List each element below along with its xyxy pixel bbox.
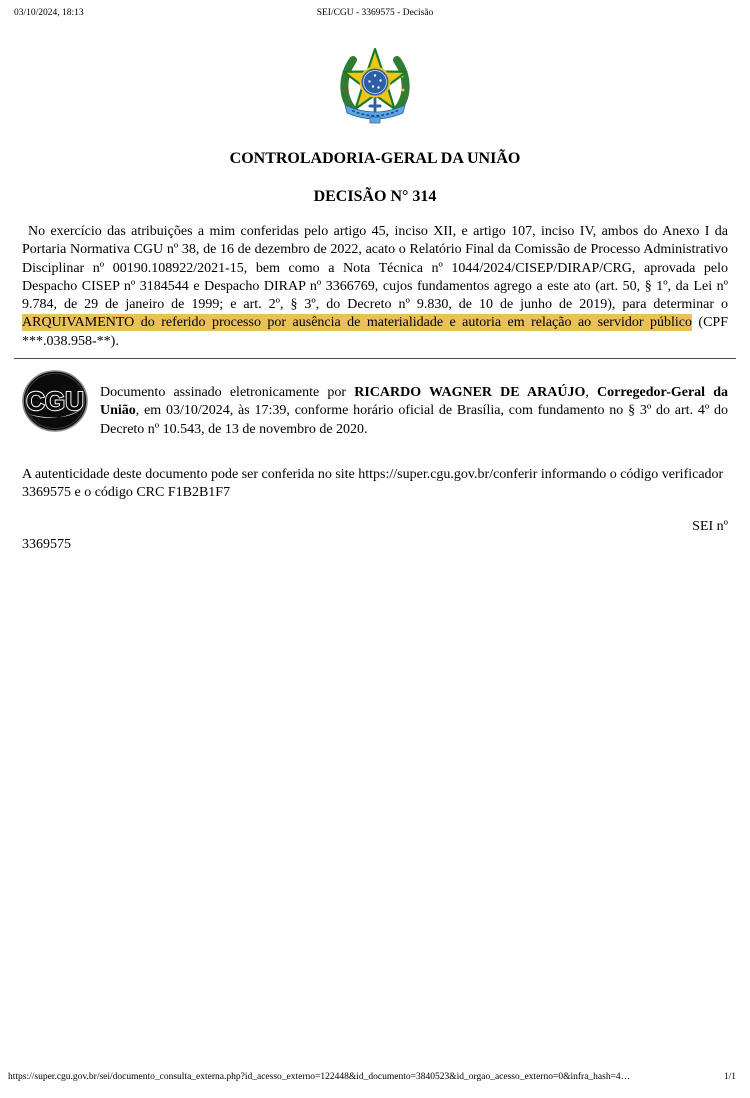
signature-block [22,370,728,453]
footer-page-indicator: 1/1 [723,1072,736,1082]
signature-text [100,384,728,439]
decision-title: DECISÃO N° 314 [313,188,437,205]
print-header [14,8,736,22]
cgu-logo-icon [22,370,88,432]
decision-paragraph [22,223,728,351]
paragraph-text-post: (CPF ***.038.958-**). [22,315,729,349]
signature-intro: Documento assinado eletronicamente por [100,385,355,401]
org-title: CONTROLADORIA-GERAL DA UNIÃO [229,150,521,167]
signature-signer: RICARDO WAGNER DE ARAÚJO [354,385,586,401]
authenticity-text: A autenticidade deste documento pode ser conferida no site https://super.cgu.gov.br/conferir informando o código verificador 3369575 e o código CRC F1B2B1F7 [22,466,724,501]
paragraph-text-pre: No exercício das atribuições a mim conferidas pelo artigo 45, inciso XII, e artigo 107, inciso IV, ambos do Anexo I da Portaria Normativa CGU nº 38, de 16 de dezembro de 2022, acato o Relatório Final da Comissão de Processo Administrativo Disciplinar nº 00190.108922/2021-15, bem como a Nota Técnica nº 1044/2024/CISEP/DIRAP/CRG, aprovada pelo Despacho CISEP nº 3184544 e Despacho DIRAP nº 3366769, cujos fundamentos agrego a este ato (art. 50, § 1º, da Lei nº 9.784, de 29 de janeiro de 1999; e art. 2º, § 3º, do Decreto nº 9.830, de 10 de junho de 2019), para determinar o [22,224,728,313]
header-datetime: 03/10/2024, 18:13 [14,8,84,18]
signature-role: Corregedor-Geral da União [100,385,729,419]
footer-url: https://super.cgu.gov.br/sei/documento_consulta_externa.php?id_acesso_externo=122448&id_documento=3840523&id_orgao_acesso_externo=0&infra_hash=4… [8,1072,631,1082]
sei-number: 3369575 [22,536,71,552]
signature-divider [14,358,736,359]
brazil-coat-of-arms-icon [339,46,411,124]
highlighted-text: ARQUIVAMENTO do referido processo por ausência de materialidade e autoria em relação ao servidor público [22,315,692,331]
print-footer [8,1072,736,1082]
signature-rest: , em 03/10/2024, às 17:39, conforme horário oficial de Brasília, com fundamento no § 3º do art. 4º do Decreto nº 10.543, de 13 de novembro de 2020. [100,403,728,437]
header-doc-title: SEI/CGU - 3369575 - Decisão [316,8,434,18]
cgu-logo-text: CGU [26,386,84,417]
signature-separator: , [585,385,597,401]
sei-label: SEI nº [692,518,728,534]
